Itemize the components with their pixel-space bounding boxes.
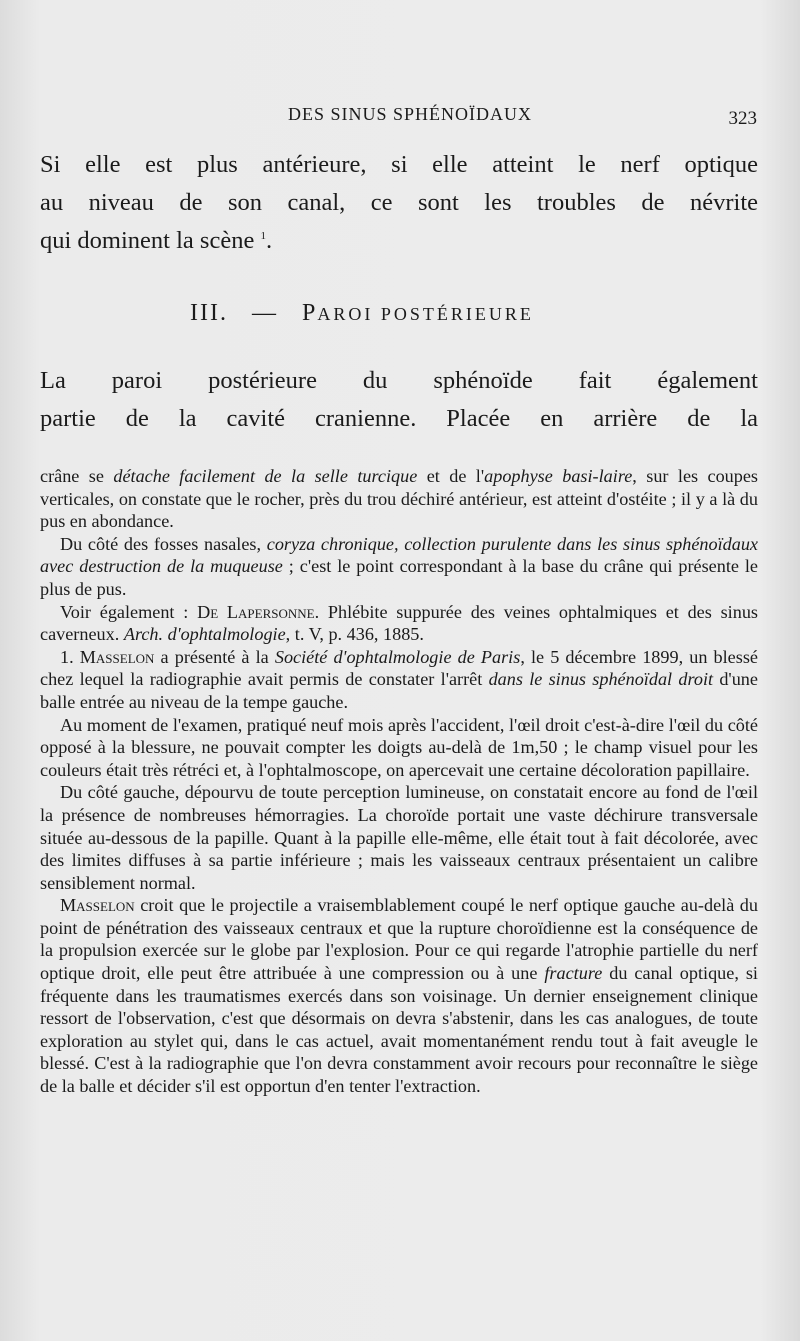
page-number: 323 [728,108,757,129]
text-fragment: Voir également : [60,601,198,622]
italic-text: détache facilement de la selle turcique [113,466,418,486]
text-fragment: du canal optique, si fréquente dans les traumatismes exercés dans son voisinage. Un dernier enseignement clinique ressort de l'observation, c'est que désormais on devra s'abstenir, dans les cas analogues, de toute exploration au stylet qui, dans le cas actuel, avait momentanément rendu tout à fait aveugle le blessé. C'est à la radiographie que l'on devra constamment avoir recours pour reconnaître le siège de la balle et décider s'il est opportun d'en tenter l'extraction. [40,963,758,1097]
journal-title: Arch. d'ophtalmologie [123,624,286,645]
footnote-paragraph [40,533,758,601]
main-text-line [40,222,758,260]
section-title-initial: P [301,300,318,326]
footnote-paragraph: Au moment de l'examen, pratiqué neuf mois après l'accident, l'œil droit c'est-à-dire l'œil du côté opposé à la blessure, ne pouvait compter les doigts au-delà de 1m,50 ; le champ visuel pour les couleurs était très rétréci et, à l'ophtalmoscope, on apercevait une certaine décoloration papillaire. [40,714,758,780]
main-text-line: Si elle est plus antérieure, si elle atteint le nerf optique [40,151,758,178]
author-name: Masselon [60,895,135,916]
footnote-reference: 1 [260,229,266,242]
footnote-paragraph [40,894,758,1097]
text-fragment: et de l' [417,466,485,486]
footnote-paragraph: Du côté gauche, dépourvu de toute perception lumineuse, on constatait encore au fond de l'œil la présence de nombreuses hémorragies. La choroïde portait une vaste déchirure transversale située au-dessous de la papille. Quant à la papille elle-même, elle était tout à fait décolorée, avec des limites diffuses à sa partie inférieure ; mais les vaisseaux centraux présentaient un calibre sensiblement normal. [40,782,758,893]
text-fragment: crâne se [40,466,114,486]
text-fragment: d'une balle entrée au niveau de la tempe gauche. [40,669,758,712]
text-fragment: , sur les coupes verticales, on constate que le rocher, près du trou déchiré antérieur, est atteint d'ostéite ; il y a là du pus en abondance. [40,466,759,532]
italic-text: apophyse basi-laire [484,466,633,486]
main-text-line: au niveau de son canal, ce sont les troubles de névrite [40,189,758,216]
italic-text: Société d'ophtalmologie de Paris [274,646,521,667]
italic-text: fracture [544,963,603,984]
italic-text: coryza chronique, collection purulente dans les sinus sphénoïdaux avec destruction de la muqueuse [40,533,758,577]
text-fragment: . Phlébite suppurée des veines ophtalmiques et des sinus caverneux. [40,601,758,645]
running-header [40,104,760,130]
section-dash: — [251,300,278,326]
footnote-marker: 1. [60,646,74,667]
text-fragment: croit que le projectile a vraisemblablement coupé le nerf optique gauche au-delà du point de pénétration des vaisseaux centraux et que la rupture choroïdienne est la conséquence de la propulsion exercée sur le globe par l'explosion. Pour ce qui regarde l'atrophie partielle du nerf optique droit, elle peut être attribuée à une compression ou à une [40,895,758,984]
text-fragment: a présenté à la [154,646,275,667]
footnotes [40,465,758,1098]
italic-text: dans le sinus sphénoïdal droit [488,669,714,690]
main-text-line: La paroi postérieure du sphénoïde fait également [40,367,758,394]
text-fragment: , le 5 décembre 1899, un blessé chez lequel la radiographie avait permis de constater l'arrêt [40,646,758,690]
section-heading [190,300,610,327]
running-title: DES SINUS SPHÉNOÏDAUX [287,104,533,124]
author-name: Masselon [79,646,155,667]
text-fragment: Du côté des fosses nasales, [60,533,267,554]
section-title: AROI POSTÉRIEURE [317,304,534,324]
main-text-line: partie de la cavité cranienne. Placée en arrière de la [40,405,758,432]
text-fragment: , t. V, p. 436, 1885. [285,624,424,645]
section-number: III. [190,300,228,326]
main-text-fragment: . [265,227,273,254]
author-name: De Lapersonne [197,601,315,622]
footnote-paragraph [40,465,758,533]
text-fragment: ; c'est le point correspondant à la base du crâne qui présente le plus de pus. [40,556,758,599]
footnote-paragraph [40,601,758,646]
main-text-fragment: qui dominent la scène [40,227,255,254]
footnote-paragraph [40,646,758,714]
